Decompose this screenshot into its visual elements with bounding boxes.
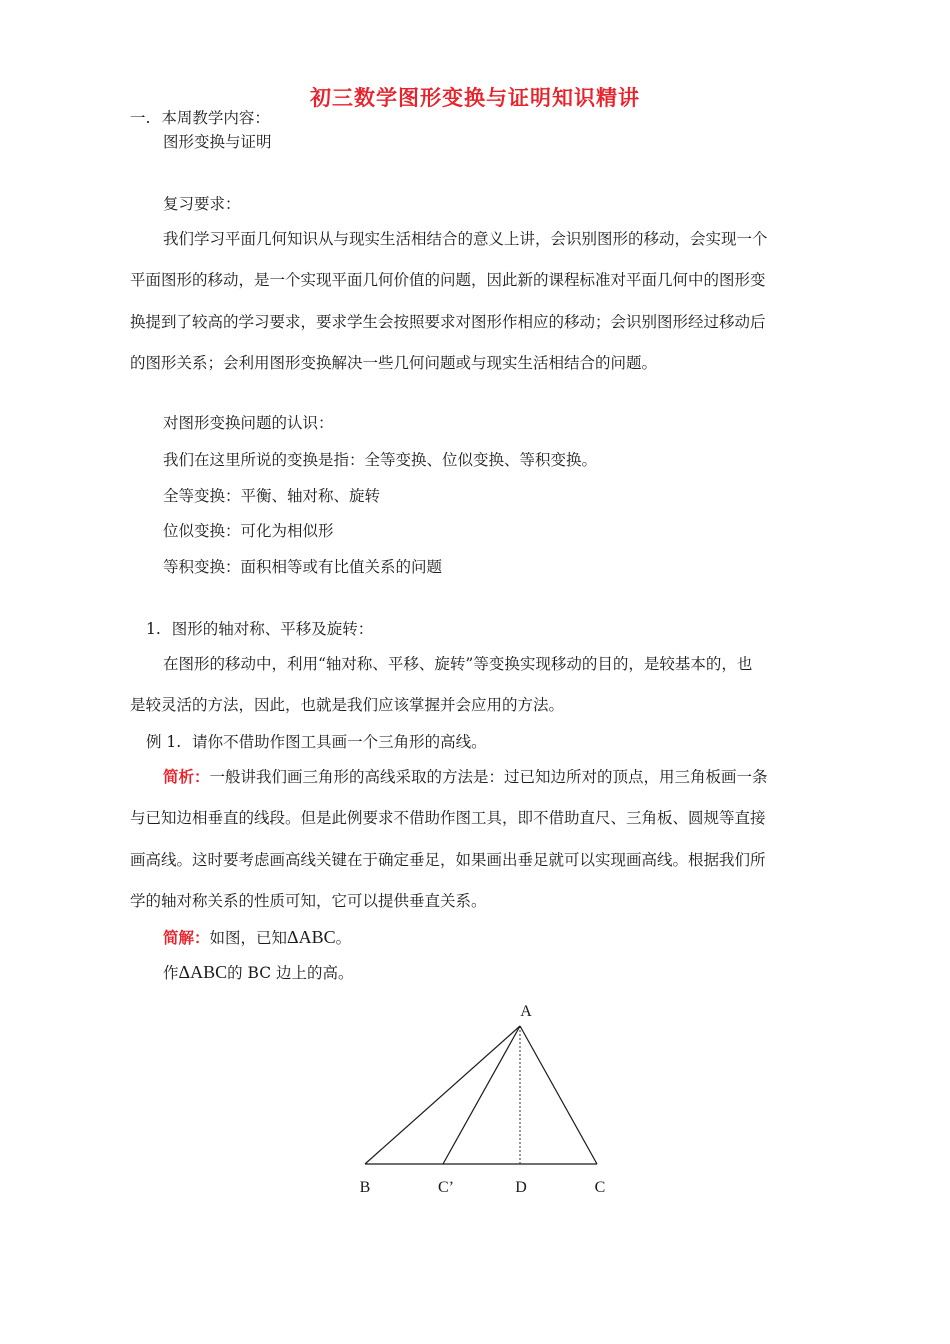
segment-ac-prime — [443, 1026, 520, 1164]
document-title: 初三数学图形变换与证明知识精讲 — [310, 85, 640, 110]
understanding-heading: 对图形变换问题的认识： — [163, 414, 334, 432]
analysis-line — [163, 767, 768, 787]
review-paragraph-line: 平面图形的移动，是一个实现平面几何价值的问题，因此新的课程标准对平面几何中的图形变 — [130, 271, 766, 289]
solution-label: 简解： — [163, 928, 210, 947]
solution-text-end: 的 BC 边上的高。 — [227, 964, 354, 982]
example-text: 请你不借助作图工具画一个三角形的高线。 — [192, 733, 487, 751]
label-b: B — [359, 1179, 371, 1196]
solution-text-end: 。 — [335, 929, 352, 947]
solution-text: 作 — [163, 964, 179, 982]
solution-text: 如图，已知 — [209, 929, 288, 947]
example-label: 例 1. — [146, 733, 182, 751]
item-title: 图形的轴对称、平移及旋转： — [171, 620, 374, 638]
item-number: 1. — [146, 620, 161, 638]
analysis-line: 学的轴对称关系的性质可知，它可以提供垂直关系。 — [130, 892, 487, 910]
understanding-line: 我们在这里所说的变换是指：全等变换、位似变换、等积变换。 — [163, 451, 598, 469]
review-heading: 复习要求： — [163, 195, 241, 213]
item-paragraph-line: 在图形的移动中，利用“轴对称、平移、旋转”等变换实现移动的目的，是较基本的，也 — [163, 655, 753, 673]
section-heading — [130, 108, 270, 128]
analysis-text: 一般讲我们画三角形的高线采取的方法是：过已知边所对的顶点，用三角板画一条 — [209, 768, 768, 786]
example-line — [146, 732, 487, 752]
understanding-line: 等积变换：面积相等或有比值关系的问题 — [163, 558, 443, 576]
side-ac — [520, 1026, 597, 1164]
item-paragraph-line: 是较灵活的方法，因此，也就是我们应该掌握并会应用的方法。 — [130, 696, 565, 714]
section-number: 一. — [130, 109, 151, 127]
review-paragraph-line: 的图形关系；会利用图形变换解决一些几何问题或与现实生活相结合的问题。 — [130, 354, 658, 372]
item-heading — [146, 619, 373, 639]
label-c: C — [594, 1179, 606, 1196]
label-c-prime: C’ — [438, 1179, 454, 1196]
understanding-line: 全等变换：平衡、轴对称、旋转 — [163, 487, 381, 505]
label-d: D — [515, 1179, 527, 1196]
analysis-label: 简析： — [163, 767, 210, 786]
review-paragraph-line: 换提到了较高的学习要求，要求学生会按照要求对图形作相应的移动；会识别图形经过移动后 — [130, 313, 766, 331]
triangle-diagram — [340, 995, 630, 1205]
section-content: 图形变换与证明 — [163, 133, 272, 151]
section-label: 本周教学内容： — [161, 109, 270, 127]
solution-line — [163, 927, 351, 948]
analysis-line: 与已知边相垂直的线段。但是此例要求不借助作图工具，即不借助直尺、三角板、圆规等直接 — [130, 809, 766, 827]
review-paragraph-line: 我们学习平面几何知识从与现实生活相结合的意义上讲，会识别图形的移动，会实现一个 — [163, 230, 768, 248]
triangle-symbol: ΔABC — [178, 962, 228, 982]
label-a: A — [520, 1003, 532, 1020]
triangle-symbol: ΔABC — [287, 927, 336, 947]
side-ab — [365, 1026, 520, 1164]
analysis-line: 画高线。这时要考虑画高线关键在于确定垂足，如果画出垂足就可以实现画高线。根据我们所 — [130, 851, 766, 869]
understanding-line: 位似变换：可化为相似形 — [163, 522, 334, 540]
solution-line — [163, 962, 354, 983]
